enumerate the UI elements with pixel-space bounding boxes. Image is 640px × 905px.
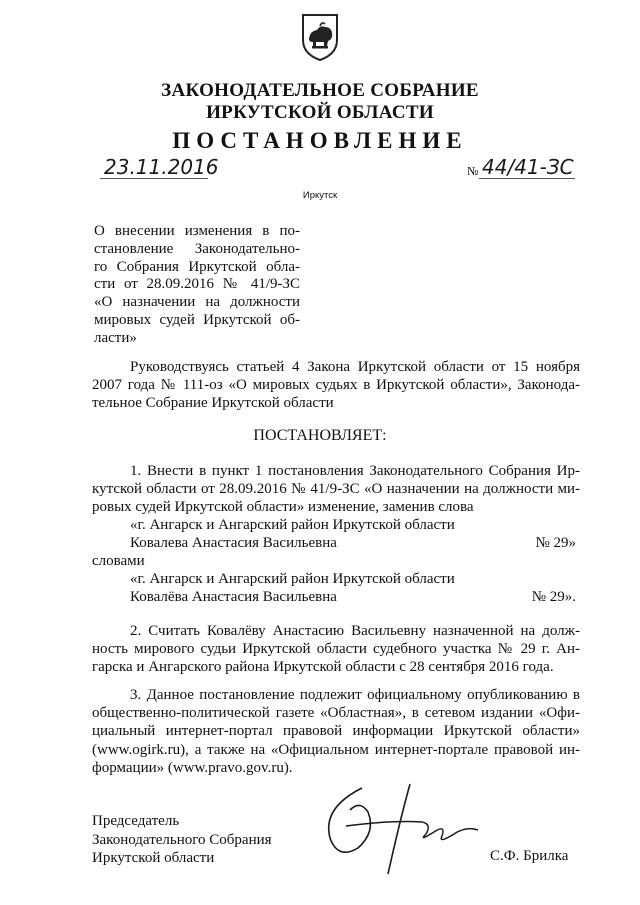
old-judge-row: [130, 535, 576, 552]
new-judge-name: Ковалёва Анастасия Васильевна: [130, 589, 337, 605]
number-underline: [479, 178, 575, 179]
item-2: 2. Считать Ковалёву Анастасию Васильевну назначенной на долж- ность мирового судьи Иркутской области судебного участка № 29 г. Ан- гарска и Ангарского района Иркутской области с 28 сентября 2016 года.: [92, 623, 580, 676]
new-precinct-number: № 29».: [531, 589, 576, 605]
new-judge-row: [130, 589, 576, 606]
number-prefix: №: [467, 164, 479, 178]
connector-word: словами: [92, 553, 145, 569]
old-judge-name: Ковалева Анастасия Васильевна: [130, 535, 337, 551]
document-date: 23.11.2016: [104, 155, 219, 179]
document-title: О внесении изменения в по- становление Законодательно- го Собрания Иркутской обла- сти от 28.09.2016 № 41/9-ЗС «О назначении на должности мировых судей Иркутской об- ласти»: [94, 223, 300, 346]
date-underline: [100, 178, 208, 179]
old-precinct-number: № 29»: [535, 535, 576, 551]
old-district: «г. Ангарск и Ангарский район Иркутской области: [130, 517, 455, 533]
org-name-line1: ЗАКОНОДАТЕЛЬНОЕ СОБРАНИЕ: [161, 80, 479, 101]
coat-of-arms-icon: [300, 12, 340, 62]
preamble: Руководствуясь статьей 4 Закона Иркутской области от 15 ноября 2007 года № 111-оз «О мировых судьях в Иркутской области», Законода- тельное Собрание Иркутской области: [92, 359, 580, 412]
org-name-line2: ИРКУТСКОЙ ОБЛАСТИ: [206, 102, 434, 123]
item-3: 3. Данное постановление подлежит официальному опубликованию в общественно-политической газете «Областная», в сетевом издании «Офи- циальный интернет-портал правовой информации Иркутской области» (www.ogirk.ru), а также на «Официальном интернет-портале правовой ин- формации» (www.pravo.gov.ru).: [92, 687, 580, 776]
signatory-name: С.Ф. Брилка: [490, 848, 569, 864]
handwritten-signature: [300, 780, 490, 880]
item-1: 1. Внести в пункт 1 постановления Законодательного Собрания Ир- кутской области от 28.09.2016 № 41/9-ЗС «О назначении на должности ми- ровых судей Иркутской области» изменение, заменив слова: [92, 463, 580, 516]
city: Иркутск: [302, 190, 338, 201]
signatory-title: Председатель Законодательного Собрания Иркутской области: [92, 813, 272, 866]
ruling-heading: ПОСТАНОВЛЯЕТ:: [253, 427, 387, 444]
new-district: «г. Ангарск и Ангарский район Иркутской области: [130, 571, 455, 587]
document-number: 44/41-ЗС: [482, 155, 574, 179]
document-type: ПОСТАНОВЛЕНИЕ: [172, 128, 468, 153]
